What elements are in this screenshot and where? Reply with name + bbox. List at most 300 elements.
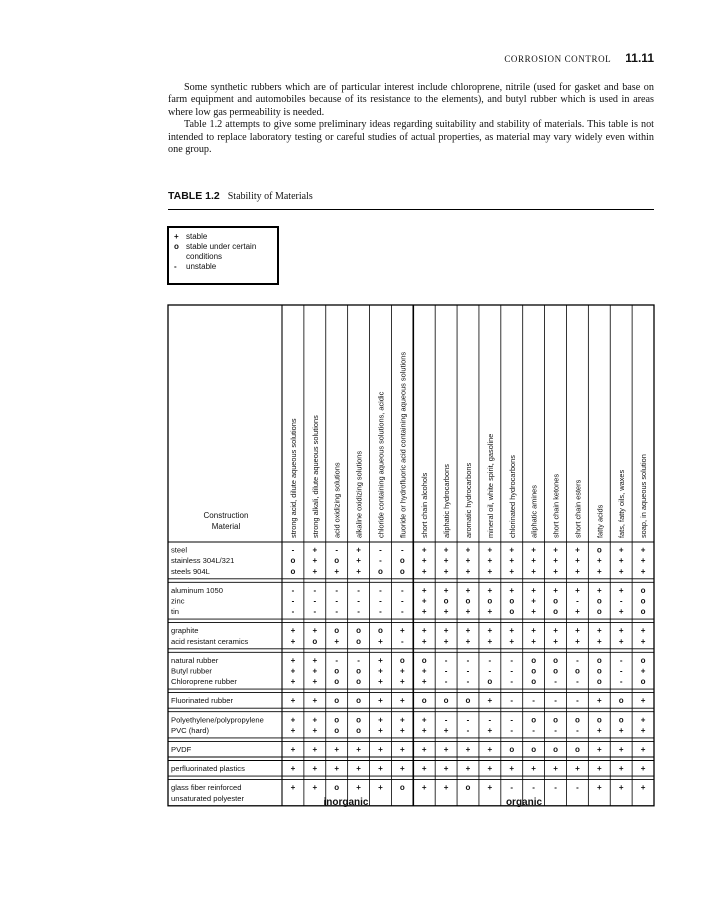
stability-mark: + [421, 636, 427, 646]
stability-mark: o [334, 626, 340, 636]
stability-mark: + [443, 545, 449, 555]
stability-mark: - [510, 696, 514, 706]
stability-mark: o [465, 696, 471, 706]
table-caption-text: Stability of Materials [227, 191, 313, 202]
stability-mark: - [532, 783, 535, 793]
stability-mark: - [488, 715, 492, 725]
stability-mark: - [466, 725, 470, 735]
stability-mark: + [290, 677, 296, 687]
stability-mark: - [510, 666, 514, 676]
stability-mark: + [312, 696, 318, 706]
stability-mark: - [401, 545, 404, 555]
stability-mark: - [554, 696, 557, 706]
stability-mark: + [378, 677, 383, 687]
stability-mark: + [443, 566, 449, 576]
running-head-title: CORROSION CONTROL [504, 54, 612, 64]
stability-mark: o [443, 696, 449, 706]
stability-mark: + [531, 585, 536, 595]
stability-mark: + [487, 725, 493, 735]
stability-mark: - [576, 783, 579, 793]
stability-mark: - [466, 655, 470, 665]
stability-mark: + [421, 745, 427, 754]
group-labels [0, 797, 718, 813]
stability-mark: + [640, 636, 646, 646]
stability-mark: + [400, 666, 405, 676]
stability-mark: - [335, 607, 339, 617]
stability-mark: + [421, 725, 427, 735]
stability-mark: + [618, 545, 624, 555]
stability-mark: o [531, 745, 537, 754]
column-header: strong alkali, dilute aqueous solutions [310, 415, 320, 538]
stability-mark: - [619, 596, 623, 606]
material-name: Fluorinated rubber [171, 696, 234, 706]
stability-mark: o [356, 626, 362, 636]
material-name: glass fiber reinforced [171, 783, 242, 793]
stability-mark: + [312, 725, 318, 735]
stability-mark: + [290, 783, 296, 793]
stability-mark: o [421, 655, 427, 665]
stability-mark: + [290, 636, 296, 646]
stability-mark: + [531, 566, 536, 576]
legend-symbol: + [174, 232, 179, 241]
column-header: strong acid, dilute aqueous solutions [288, 418, 298, 538]
stability-mark: - [379, 556, 382, 566]
stability-mark: + [312, 677, 318, 687]
legend-text: stable [186, 232, 208, 241]
stability-mark: + [421, 566, 427, 576]
stability-mark: o [312, 636, 318, 646]
stability-mark: + [290, 666, 296, 676]
stability-mark: - [554, 783, 557, 793]
stability-mark: - [357, 607, 360, 617]
stability-mark: o [596, 677, 602, 687]
stability-mark: - [379, 607, 382, 617]
stability-mark: o [334, 783, 340, 793]
column-header: aliphatic amines [529, 485, 539, 538]
stability-mark: - [335, 596, 339, 606]
stability-mark: + [443, 745, 449, 754]
stability-mark: + [509, 764, 515, 774]
material-name: Chloroprene rubber [171, 677, 237, 687]
stability-mark: + [596, 783, 602, 793]
stability-mark: - [335, 655, 339, 665]
group-label-organic: organic [505, 797, 543, 808]
stability-mark: + [509, 556, 515, 566]
stability-mark: + [596, 636, 602, 646]
stability-mark: + [312, 566, 318, 576]
stability-mark: + [421, 596, 427, 606]
stability-mark: + [400, 764, 405, 774]
legend-text: stable under certain conditions [186, 242, 257, 261]
stability-mark: o [596, 545, 602, 555]
stability-mark: + [553, 566, 558, 576]
stability-mark: + [378, 783, 383, 793]
stability-mark: + [596, 725, 602, 735]
stability-mark: o [509, 607, 515, 617]
stability-mark: + [378, 764, 383, 774]
stability-mark: o [553, 666, 558, 676]
stability-mark: + [378, 636, 383, 646]
stability-mark: + [531, 545, 536, 555]
stability-mark: + [378, 715, 383, 725]
stability-mark: - [444, 715, 448, 725]
stability-mark: + [356, 783, 361, 793]
stability-mark: - [313, 585, 317, 595]
stability-mark: + [312, 556, 318, 566]
stability-mark: + [400, 745, 405, 754]
stability-mark: o [574, 715, 580, 725]
stability-mark: - [357, 585, 360, 595]
legend-symbol: - [174, 262, 177, 271]
stability-mark: + [618, 725, 624, 735]
stability-mark: + [575, 585, 580, 595]
stability-mark: o [356, 636, 362, 646]
stability-mark: - [444, 666, 448, 676]
stability-mark: - [335, 545, 339, 555]
stability-mark: + [421, 545, 427, 555]
stability-mark: - [313, 607, 317, 617]
stability-mark: o [553, 596, 558, 606]
stability-mark: + [312, 745, 318, 754]
stability-mark: o [618, 715, 624, 725]
stability-mark: + [531, 764, 536, 774]
stability-mark: + [487, 545, 493, 555]
stability-mark: + [465, 607, 471, 617]
stability-mark: + [640, 545, 646, 555]
stability-mark: + [465, 636, 471, 646]
stability-mark: - [401, 596, 404, 606]
stability-mark: + [400, 626, 405, 636]
stability-mark: + [575, 626, 580, 636]
stability-mark: o [509, 745, 515, 754]
stability-mark: + [509, 636, 515, 646]
material-name: graphite [171, 626, 199, 636]
stability-mark: + [290, 764, 296, 774]
stability-mark: + [378, 696, 383, 706]
paragraph: Table 1.2 attempts to give some preliminary ideas regarding suitability and stability of materials. This table is not intended to replace laboratory testing or careful studies of actual properties, as material may vary widely even within one group. [168, 119, 654, 156]
stability-mark: + [618, 783, 624, 793]
column-header: aromatic hydrocarbons [464, 462, 473, 538]
stability-mark: o [531, 715, 537, 725]
stability-mark: + [443, 585, 449, 595]
stability-mark: + [465, 764, 471, 774]
stability-mark: o [334, 666, 340, 676]
stability-mark: o [356, 677, 362, 687]
stability-mark: + [487, 556, 493, 566]
material-name: unsaturated polyester [171, 793, 245, 803]
stability-mark: - [379, 585, 382, 595]
stability-mark: + [575, 764, 580, 774]
column-header: alkaline oxidizing solutions [354, 450, 364, 538]
material-name: Polyethylene/polypropylene [171, 715, 264, 725]
stability-mark: + [356, 764, 361, 774]
stability-mark: + [509, 585, 515, 595]
stability-mark: + [531, 636, 536, 646]
stability-mark: o [334, 715, 340, 725]
stability-mark: + [378, 725, 383, 735]
stability-mark: + [509, 626, 515, 636]
stability-mark: + [421, 585, 427, 595]
stability-mark: + [487, 696, 493, 706]
stability-mark: o [399, 783, 405, 793]
material-name: PVDF [171, 745, 192, 754]
stability-mark: o [618, 696, 624, 706]
stability-mark: o [378, 566, 383, 576]
stability-mark: + [487, 636, 493, 646]
stability-mark: o [465, 596, 471, 606]
stability-mark: - [576, 677, 579, 687]
stability-mark: + [575, 556, 580, 566]
stability-mark: o [399, 655, 405, 665]
stability-mark: - [576, 655, 579, 665]
stability-mark: + [312, 626, 318, 636]
stability-mark: o [596, 666, 602, 676]
stability-mark: + [575, 607, 580, 617]
stability-mark: + [312, 666, 318, 676]
stability-mark: + [443, 636, 449, 646]
stability-mark: + [618, 566, 624, 576]
stability-mark: + [378, 666, 383, 676]
stability-mark: + [596, 566, 602, 576]
stability-mark: - [357, 655, 360, 665]
stability-mark: + [334, 636, 340, 646]
stability-mark: o [509, 596, 515, 606]
stability-mark: + [400, 725, 405, 735]
material-name: steel [171, 545, 188, 555]
stability-mark: + [553, 626, 558, 636]
stability-mark: o [421, 696, 427, 706]
stability-mark: + [640, 696, 646, 706]
stability-mark: o [334, 556, 340, 566]
stability-mark: + [487, 764, 493, 774]
stability-mark: + [421, 666, 427, 676]
stability-mark: - [466, 677, 470, 687]
stability-mark: + [465, 556, 471, 566]
stability-mark: - [576, 725, 579, 735]
stability-mark: + [553, 545, 558, 555]
stability-mark: + [487, 783, 493, 793]
stability-mark: + [618, 745, 624, 754]
stability-mark: o [596, 596, 602, 606]
stability-mark: o [553, 607, 558, 617]
material-name: Butyl rubber [171, 666, 212, 676]
stability-mark: + [443, 783, 449, 793]
stability-mark: - [335, 585, 339, 595]
stability-mark: + [553, 636, 558, 646]
stability-mark: - [291, 596, 295, 606]
stability-mark: o [356, 696, 362, 706]
stability-mark: + [400, 715, 405, 725]
stability-mark: o [487, 596, 493, 606]
stability-mark: + [465, 545, 471, 555]
stability-mark: o [553, 715, 558, 725]
stability-mark: - [532, 725, 535, 735]
stability-mark: o [640, 607, 646, 617]
stability-mark: + [640, 725, 646, 735]
stability-mark: o [334, 725, 340, 735]
stability-mark: + [356, 556, 361, 566]
stability-mark: + [575, 566, 580, 576]
stability-mark: o [334, 677, 340, 687]
group-label-inorganic: inorganic [323, 797, 369, 808]
stability-mark: + [421, 607, 427, 617]
stability-mark: + [312, 545, 318, 555]
stability-mark: o [356, 666, 362, 676]
corner-label: Construction [203, 511, 249, 520]
stability-mark: + [356, 745, 361, 754]
stability-mark: + [290, 725, 296, 735]
stability-mark: + [618, 607, 624, 617]
stability-mark: o [399, 556, 405, 566]
stability-mark: o [553, 655, 558, 665]
stability-mark: - [401, 585, 404, 595]
column-header: chloride containing aqueous solutions, acidic [376, 391, 386, 538]
column-header: chlorinated hydrocarbons [507, 455, 517, 538]
material-name: steels 904L [171, 566, 210, 576]
stability-mark: o [531, 666, 537, 676]
stability-mark: + [531, 556, 536, 566]
page-number: 11.11 [625, 51, 654, 65]
material-name: zinc [171, 596, 185, 606]
stability-mark: o [465, 783, 471, 793]
column-header: fluoride or hydrofluoric acid containing aqueous solutions [398, 351, 408, 538]
stability-mark: + [553, 585, 558, 595]
stability-mark: + [400, 677, 405, 687]
material-name: acid resistant ceramics [171, 636, 249, 646]
stability-mark: - [466, 715, 470, 725]
stability-mark: + [618, 636, 624, 646]
column-header: fatty acids [595, 504, 605, 538]
stability-mark: + [553, 764, 558, 774]
stability-mark: + [575, 545, 580, 555]
stability-mark: + [312, 715, 318, 725]
stability-mark: o [574, 745, 580, 754]
stability-mark: + [443, 725, 449, 735]
stability-mark: + [596, 696, 602, 706]
stability-mark: + [618, 585, 624, 595]
stability-mark: o [487, 677, 493, 687]
stability-mark: o [574, 666, 580, 676]
stability-mark: + [421, 556, 427, 566]
stability-mark: - [576, 596, 579, 606]
stability-mark: + [509, 545, 515, 555]
stability-mark: - [554, 725, 557, 735]
column-header: mineral oil, white spirit, gasoline [485, 433, 495, 538]
stability-mark: o [640, 585, 646, 595]
stability-mark: + [378, 745, 383, 754]
stability-mark: + [575, 636, 580, 646]
stability-mark: + [640, 715, 646, 725]
stability-mark: + [334, 566, 340, 576]
stability-mark: + [531, 596, 536, 606]
stability-mark: - [379, 596, 382, 606]
stability-mark: - [510, 677, 514, 687]
stability-mark: - [619, 655, 623, 665]
stability-mark: + [312, 764, 318, 774]
stability-mark: o [553, 745, 558, 754]
stability-mark: - [379, 545, 382, 555]
stability-mark: o [531, 677, 537, 687]
stability-mark: - [510, 725, 514, 735]
stability-mark: + [312, 783, 318, 793]
material-name: natural rubber [171, 655, 219, 665]
stability-mark: + [443, 607, 449, 617]
stability-mark: + [290, 626, 296, 636]
stability-mark: + [443, 764, 449, 774]
material-name: PVC (hard) [171, 725, 209, 735]
stability-mark: + [290, 696, 296, 706]
stability-mark: + [640, 783, 646, 793]
stability-mark: + [400, 696, 405, 706]
stability-mark: o [334, 696, 340, 706]
stability-mark: - [488, 666, 492, 676]
stability-mark: + [421, 626, 427, 636]
material-name: aluminum 1050 [171, 585, 223, 595]
stability-mark: + [531, 607, 536, 617]
table-outer-border [168, 305, 654, 806]
material-name: stainless 304L/321 [171, 556, 235, 566]
stability-mark: - [444, 655, 448, 665]
stability-mark: + [640, 666, 646, 676]
stability-mark: + [334, 764, 340, 774]
stability-mark: + [487, 626, 493, 636]
stability-mark: o [640, 677, 646, 687]
stability-mark: - [444, 677, 448, 687]
stability-mark: - [291, 585, 295, 595]
stability-mark: + [640, 556, 646, 566]
column-header: short chain esters [573, 479, 583, 538]
column-header: short chain alcohols [420, 472, 430, 538]
stability-mark: + [465, 626, 471, 636]
stability-mark: - [291, 607, 295, 617]
stability-mark: + [290, 655, 296, 665]
stability-mark: + [443, 556, 449, 566]
stability-mark: + [334, 745, 340, 754]
stability-mark: o [531, 655, 537, 665]
stability-mark: + [465, 745, 471, 754]
stability-mark: + [487, 585, 493, 595]
stability-mark: + [290, 715, 296, 725]
stability-mark: + [553, 556, 558, 566]
stability-mark: + [421, 715, 427, 725]
stability-mark: + [487, 607, 493, 617]
table-caption-label: TABLE 1.2 [168, 190, 220, 202]
stability-mark: + [465, 566, 471, 576]
material-name: perfluorinated plastics [171, 764, 245, 774]
stability-mark: o [378, 626, 383, 636]
stability-mark: + [618, 764, 624, 774]
material-name: tin [171, 607, 180, 617]
stability-mark: - [576, 696, 579, 706]
stability-mark: + [596, 556, 602, 566]
stability-mark: o [399, 566, 405, 576]
column-header: fats, fatty oils, waxes [617, 469, 627, 538]
stability-mark: o [443, 596, 449, 606]
stability-mark: + [378, 655, 383, 665]
stability-mark: + [290, 745, 296, 754]
stability-mark: o [356, 715, 362, 725]
stability-mark: + [356, 566, 361, 576]
stability-mark: + [487, 566, 493, 576]
stability-mark: - [313, 596, 317, 606]
stability-mark: o [640, 596, 646, 606]
legend-symbol: o [174, 242, 179, 251]
stability-mark: + [640, 745, 646, 754]
stability-mark: - [554, 677, 557, 687]
stability-mark: + [531, 626, 536, 636]
stability-mark: + [640, 626, 646, 636]
stability-mark: - [401, 607, 404, 617]
